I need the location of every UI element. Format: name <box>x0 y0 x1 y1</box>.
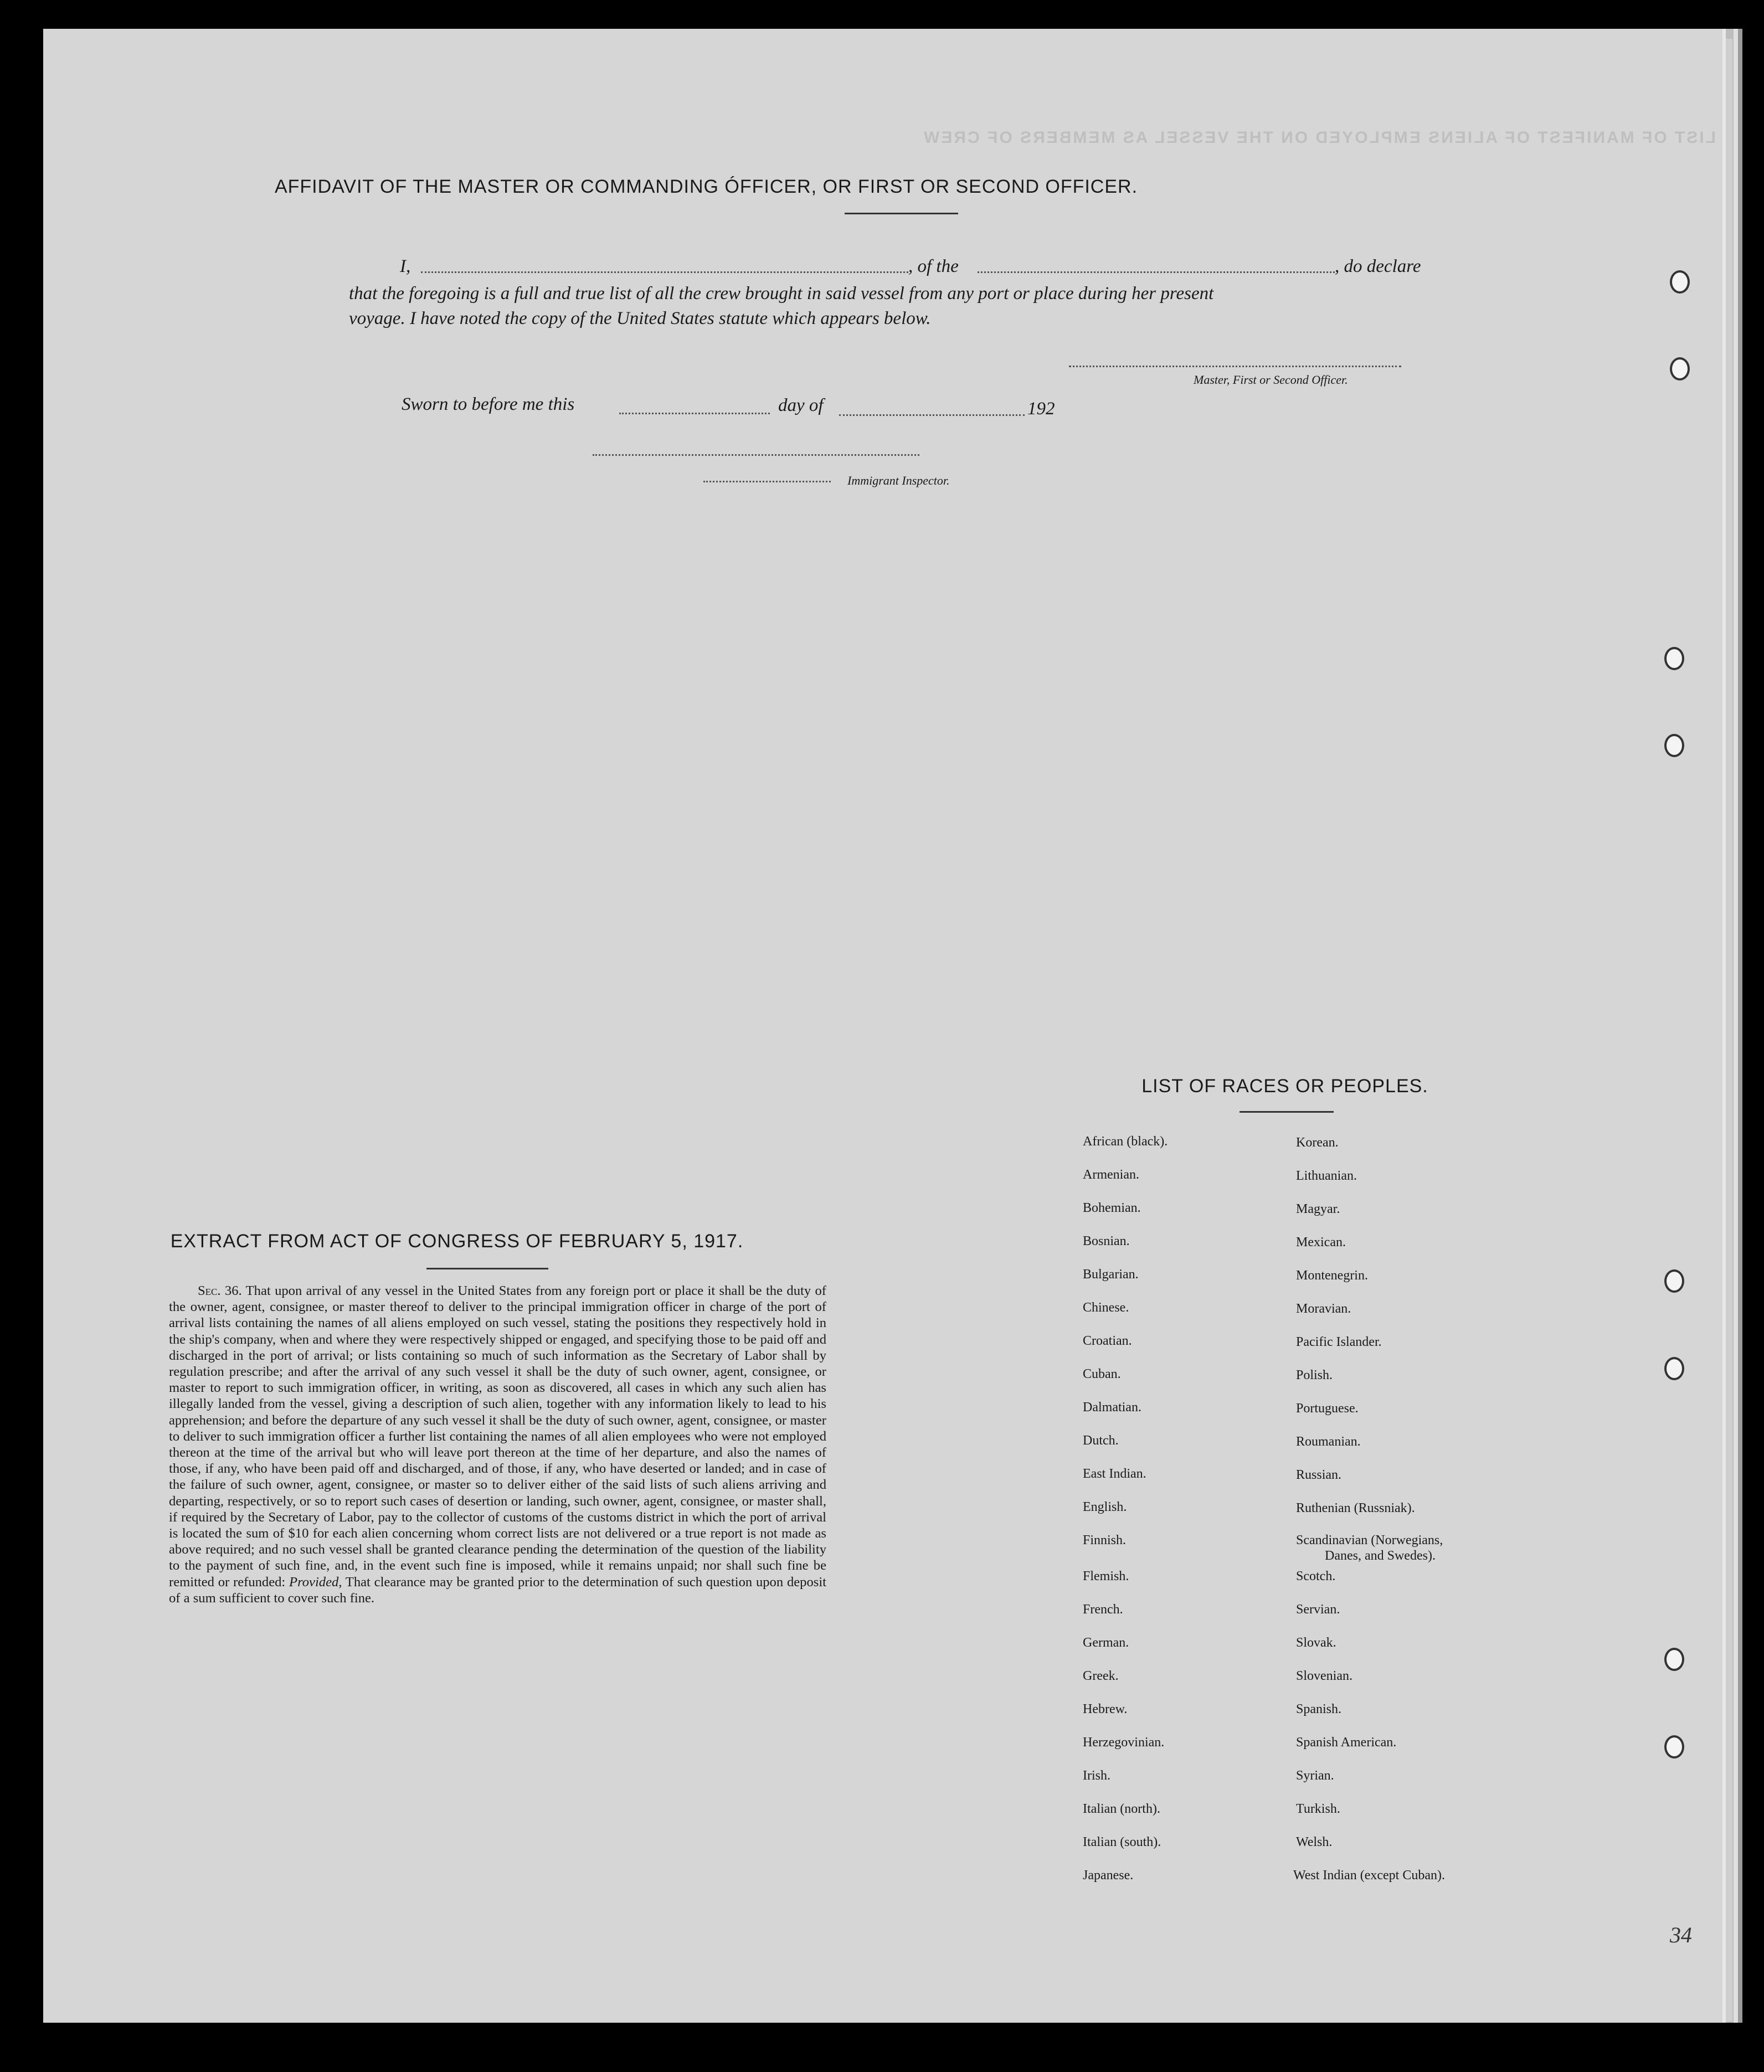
binder-hole <box>1664 1269 1684 1293</box>
binder-hole <box>1664 1735 1684 1759</box>
races-title-rule <box>1240 1111 1334 1113</box>
race-item: Ruthenian (Russniak). <box>1296 1501 1415 1515</box>
race-item: Dutch. <box>1083 1433 1119 1448</box>
handwritten-page-mark: 34 <box>1670 1922 1692 1947</box>
year-prefix: 192 <box>1027 399 1055 419</box>
inspector-label: Immigrant Inspector. <box>847 474 950 487</box>
master-label: Master, First or Second Officer. <box>1194 373 1348 387</box>
race-item: African (black). <box>1083 1134 1168 1149</box>
sworn-month-line <box>839 414 1025 416</box>
extract-title: EXTRACT FROM ACT OF CONGRESS OF FEBRUARY 5, 1917. <box>170 1231 744 1252</box>
race-item: Mexican. <box>1296 1235 1346 1250</box>
race-item: Russian. <box>1296 1468 1342 1482</box>
statute-proviso: That clearance may be granted prior to the determination of such question upon deposit of a sum sufficient to cover such fine. <box>169 1574 826 1606</box>
race-item: Irish. <box>1083 1768 1110 1783</box>
statute-body: That upon arrival of any vessel in the United States from any foreign port or place it shall be the duty of the owner, agent, consignee, or master thereof to deliver to the principal immigration officer in charge of the port of arrival lists containing the names of all aliens employed on such vessel, stating the positions they respectively hold in the ship's company, when and where they were respectively shipped or engaged, and specifying those to be paid off and discharged in the port of arrival; or lists containing so much of such information as the Secretary of Labor shall by regulation prescribe; and after the arrival of any such vessel it shall be the duty of such owner, agent, consignee, or master to report to such immigration officer, in writing, as soon as discovered, all cases in which any such alien has illegally landed from the vessel, giving a description of such alien, together with any information likely to lead to his apprehension; and before the departure of any such vessel it shall be the duty of such owner, agent, consignee, or master to deliver to such immigration officer a further list containing the names of all alien employees who were not employed thereon at the time of the arrival but who will leave port thereon at the time of her departure, and also the names of those, if any, who have been paid off and discharged, and of those, if any, who have deserted or landed; and in case of the failure of such owner, agent, consignee, or master so to deliver either of the said lists of such aliens arriving and departing, respectively, or so to report such cases of desertion or landing, such owner, agent, consignee, or master shall, if required by the Secretary of Labor, pay to the collector of customs of the customs district in which the port of arrival is located the sum of $10 for each alien concerning whom correct lists are not delivered or a true report is not made as above required; and no such vessel shall be granted clearance pending the determination of the question of the liability to the payment of such fine, and, in the event such fine is imposed, while it remains unpaid; nor shall such fine be remitted or refunded: <box>169 1283 826 1590</box>
race-item: Italian (south). <box>1083 1835 1161 1849</box>
affidavit-of-the: , of the <box>908 256 959 276</box>
vessel-line <box>978 271 1335 273</box>
name-line <box>421 271 908 273</box>
affidavit-i: I, <box>400 256 411 276</box>
day-of-text: day of <box>778 395 824 415</box>
race-item: Hebrew. <box>1083 1702 1128 1716</box>
race-item: Moravian. <box>1296 1302 1351 1316</box>
binder-hole <box>1664 1648 1684 1671</box>
sworn-text: Sworn to before me this <box>402 394 575 414</box>
binder-hole <box>1664 734 1684 757</box>
race-item: Bohemian. <box>1083 1201 1141 1215</box>
race-item: Armenian. <box>1083 1168 1139 1182</box>
race-item: Chinese. <box>1083 1300 1129 1315</box>
race-item: Cuban. <box>1083 1367 1121 1381</box>
race-item: Turkish. <box>1296 1802 1340 1816</box>
sheet-edge <box>1726 39 1732 2022</box>
race-item: East Indian. <box>1083 1467 1146 1481</box>
affidavit-title: AFFIDAVIT OF THE MASTER OR COMMANDING ÓFFICER, OR FIRST OR SECOND OFFICER. <box>274 176 1138 197</box>
race-item: Italian (north). <box>1083 1802 1160 1816</box>
race-item: Slovenian. <box>1296 1669 1352 1683</box>
race-item: Korean. <box>1296 1135 1339 1150</box>
races-title: LIST OF RACES OR PEOPLES. <box>1141 1076 1428 1097</box>
inspector-signature-line <box>593 454 919 456</box>
race-item: Herzegovinian. <box>1083 1735 1165 1750</box>
race-item: Bosnian. <box>1083 1234 1130 1248</box>
race-item: Pacific Islander. <box>1296 1335 1382 1349</box>
statute-provided: Provided, <box>289 1574 342 1590</box>
race-item: Danes, and Swedes). <box>1325 1549 1436 1563</box>
race-item: Spanish. <box>1296 1702 1342 1716</box>
race-item: Servian. <box>1296 1602 1340 1617</box>
race-item: Polish. <box>1296 1368 1333 1382</box>
race-item: Flemish. <box>1083 1569 1129 1583</box>
race-item: German. <box>1083 1636 1129 1650</box>
race-item: Spanish American. <box>1296 1735 1397 1750</box>
section-number: Sec. 36. <box>198 1283 242 1298</box>
race-item: Lithuanian. <box>1296 1169 1357 1183</box>
binder-hole <box>1670 270 1690 294</box>
race-item: Portuguese. <box>1296 1401 1359 1416</box>
race-item: Welsh. <box>1296 1835 1333 1849</box>
race-item: Dalmatian. <box>1083 1400 1141 1415</box>
inspector-lower-line <box>703 481 831 482</box>
affidavit-do-declare: , do declare <box>1335 256 1421 276</box>
race-item: Scandinavian (Norwegians, <box>1296 1533 1443 1547</box>
statute-text <box>169 1283 826 1606</box>
affidavit-line-2: that the foregoing is a full and true list of all the crew brought in said vessel from any port or place during her present <box>349 284 1214 304</box>
race-item: Bulgarian. <box>1083 1267 1139 1282</box>
binder-hole <box>1664 1357 1684 1380</box>
race-item: Finnish. <box>1083 1533 1127 1547</box>
race-item: Slovak. <box>1296 1636 1336 1650</box>
race-item: Syrian. <box>1296 1768 1334 1783</box>
binder-hole <box>1664 647 1684 670</box>
affidavit-line-3: voyage. I have noted the copy of the United States statute which appears below. <box>349 309 931 328</box>
race-item: Japanese. <box>1083 1868 1134 1883</box>
bleed-through-text: LIST OF MANIFEST OF ALIENS EMPLOYED ON THE VESSEL AS MEMBERS OF CREW <box>922 128 1716 147</box>
race-item: English. <box>1083 1500 1127 1514</box>
race-item: Magyar. <box>1296 1202 1340 1216</box>
race-item: Montenegrin. <box>1296 1268 1368 1283</box>
race-item: French. <box>1083 1602 1123 1617</box>
race-item: Roumanian. <box>1296 1435 1361 1449</box>
master-signature-line <box>1069 366 1401 367</box>
race-item: Scotch. <box>1296 1569 1336 1583</box>
race-item: Croatian. <box>1083 1334 1132 1348</box>
race-item: Greek. <box>1083 1669 1119 1683</box>
race-item: West Indian (except Cuban). <box>1293 1868 1445 1883</box>
extract-title-rule <box>426 1268 548 1269</box>
affidavit-title-rule <box>845 213 958 214</box>
binder-hole <box>1670 357 1690 381</box>
sworn-day-line <box>619 413 770 414</box>
